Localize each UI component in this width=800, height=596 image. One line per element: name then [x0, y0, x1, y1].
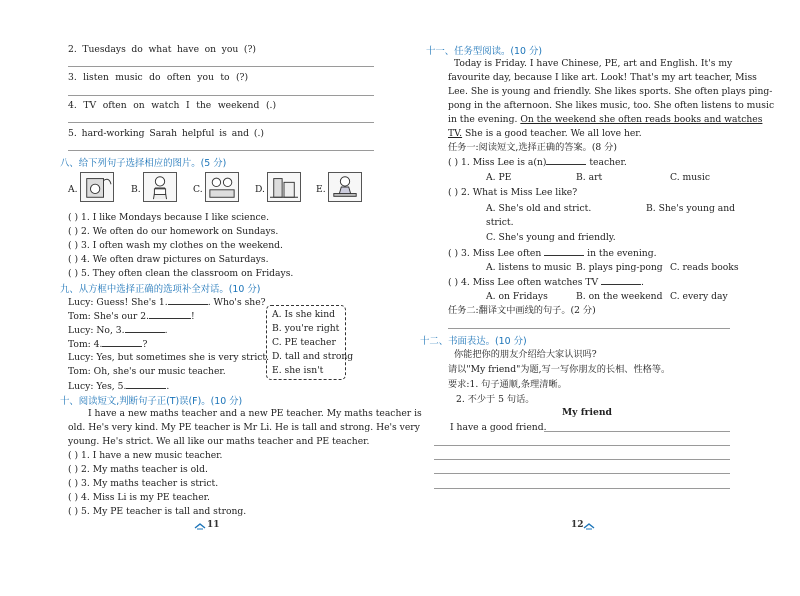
word: music	[115, 72, 143, 83]
word: on	[204, 44, 217, 55]
section-10-heading: 十、阅读短文,判断句子正(T)误(F)。(10 分)	[60, 396, 243, 407]
word: on	[133, 100, 145, 111]
writing-line[interactable]	[544, 431, 730, 432]
word: do	[149, 72, 161, 83]
dialogue-line-7	[68, 380, 169, 392]
question-text: ( ) 3. Miss Lee often	[448, 248, 542, 259]
section-11-heading: 十一、任务型阅读。(10 分)	[426, 46, 542, 57]
writing-prompt-2: 请以"My friend"为题,写一写你朋友的长相、性格等。	[448, 364, 671, 375]
word: have	[176, 44, 200, 55]
answer-line[interactable]	[68, 95, 374, 96]
underlined-sentence: On the weekend she often reads books and watches	[520, 114, 763, 125]
mc-question-1	[448, 156, 627, 168]
fill-blank[interactable]	[546, 156, 586, 165]
dialogue-line-5: Lucy: Yes, but sometimes she is very strict.	[68, 352, 270, 363]
word: often	[166, 72, 191, 83]
q2-option-c[interactable]: C. She's young and friendly.	[486, 232, 616, 243]
word: (?)	[235, 72, 249, 83]
q2-option-b-cont: strict.	[486, 217, 514, 228]
translation-line[interactable]	[448, 328, 730, 329]
q3-option-a[interactable]: A. listens to music	[486, 262, 572, 273]
tf-item-4: ( ) 4. Miss Li is my PE teacher.	[68, 492, 210, 503]
picture-label-e: E.	[316, 184, 326, 195]
picture-label-a: A.	[68, 184, 78, 195]
word: 2. Tuesdays	[68, 44, 126, 55]
word: is	[219, 128, 227, 139]
dialogue-text: !	[191, 311, 195, 322]
girl-reading-picture	[143, 172, 177, 202]
dialogue-text: Tom: She's our 2.	[68, 311, 150, 322]
dialogue-text: . Who's she?	[207, 297, 266, 308]
matching-item-4: ( ) 4. We often draw pictures on Saturdays.	[68, 254, 269, 265]
fill-blank[interactable]	[126, 380, 166, 389]
question-text: in the evening.	[587, 248, 657, 259]
essay-title: My friend	[562, 407, 612, 418]
option-d: D. tall and strong	[272, 351, 354, 362]
page-mark-icon	[194, 522, 206, 530]
dialogue-text: Lucy: Guess! She's 1.	[68, 297, 168, 308]
q1-option-b[interactable]: B. art	[576, 172, 603, 183]
mc-question-2: ( ) 2. What is Miss Lee like?	[448, 187, 578, 198]
word: (.)	[253, 128, 265, 139]
q2-option-b[interactable]: B. She's young and	[646, 203, 736, 214]
answer-line[interactable]	[68, 66, 374, 67]
matching-item-5: ( ) 5. They often clean the classroom on Fridays.	[68, 268, 294, 279]
dialogue-text: .	[164, 325, 168, 336]
tf-item-5: ( ) 5. My PE teacher is tall and strong.	[68, 506, 247, 517]
reorder-question-2	[68, 44, 256, 55]
word: helpful	[181, 128, 215, 139]
essay-start: I have a good friend.	[450, 422, 547, 433]
picture-label-d: D.	[255, 184, 265, 195]
question-text: .	[641, 277, 644, 288]
writing-requirement-2: 2. 不少于 5 句话。	[456, 394, 535, 405]
word: watch	[151, 100, 180, 111]
answer-line[interactable]	[68, 122, 374, 123]
dialogue-text: Tom: 4.	[68, 339, 103, 350]
option-b: B. you're right	[272, 323, 340, 334]
passage-line-1: I have a new maths teacher and a new PE teacher. My maths teacher is	[88, 408, 422, 419]
dialogue-line-1	[68, 296, 266, 308]
q3-option-c[interactable]: C. reads books	[670, 262, 739, 273]
picture-label-c: C.	[193, 184, 203, 195]
option-e: E. she isn't	[272, 365, 324, 376]
two-children-picture	[205, 172, 239, 202]
option-a: A. Is she kind	[272, 309, 336, 320]
word: the	[196, 100, 212, 111]
word: (.)	[265, 100, 277, 111]
word: (?)	[243, 44, 256, 55]
dialogue-line-3	[68, 324, 167, 336]
q1-option-c[interactable]: C. music	[670, 172, 710, 183]
tf-item-2: ( ) 2. My maths teacher is old.	[68, 464, 208, 475]
section-12-heading: 十二、书面表达。(10 分)	[420, 336, 527, 347]
matching-item-2: ( ) 2. We often do our homework on Sundays.	[68, 226, 279, 237]
matching-item-3: ( ) 3. I often wash my clothes on the weekend.	[68, 240, 283, 251]
writing-line[interactable]	[434, 459, 730, 460]
passage-line-2: old. He's very kind. My PE teacher is Mr Li. He is tall and strong. He's very	[68, 422, 420, 433]
question-text: ( ) 1. Miss Lee is a(n)	[448, 157, 547, 168]
writing-requirement-1: 要求:1. 句子通顺,条理清晰。	[448, 379, 567, 390]
dialogue-text: Lucy: No, 3.	[68, 325, 125, 336]
writing-line[interactable]	[434, 473, 730, 474]
reading-line-5	[448, 114, 762, 125]
page-number: 12	[571, 520, 584, 530]
q3-option-b[interactable]: B. plays ping-pong	[576, 262, 663, 273]
option-c: C. PE teacher	[272, 337, 336, 348]
dialogue-line-2	[68, 310, 195, 322]
question-text: teacher.	[589, 157, 627, 168]
answer-line[interactable]	[68, 150, 374, 151]
task-1-heading: 任务一:阅读短文,选择正确的答案。(8 分)	[448, 142, 617, 153]
word: 3. listen	[68, 72, 109, 83]
tf-item-1: ( ) 1. I have a new music teacher.	[68, 450, 223, 461]
word: Sarah	[149, 128, 177, 139]
writing-line[interactable]	[434, 445, 730, 446]
reorder-question-3	[68, 72, 248, 83]
q2-option-a[interactable]: A. She's old and strict.	[486, 203, 592, 214]
dialogue-line-6: Tom: Oh, she's our music teacher.	[68, 366, 226, 377]
q4-option-a[interactable]: A. on Fridays	[486, 291, 548, 302]
mc-question-3	[448, 247, 657, 259]
q4-option-b[interactable]: B. on the weekend	[576, 291, 663, 302]
mc-question-4	[448, 276, 644, 288]
reading-line-2: favourite day, because I like art. Look! That's my art teacher, Miss	[448, 72, 757, 83]
reorder-question-4	[68, 100, 276, 111]
fill-blank[interactable]	[102, 338, 142, 347]
word: do	[131, 44, 143, 55]
reading-line-4: pong in the afternoon. She likes music, too. She often listens to music	[448, 100, 775, 111]
writing-line[interactable]	[434, 488, 730, 489]
section-9-heading: 九、从方框中选择正确的选项补全对话。(10 分)	[60, 284, 261, 295]
word: and	[231, 128, 250, 139]
passage-text: She is a good teacher. We all love her.	[462, 128, 642, 139]
question-text: ( ) 4. Miss Lee often watches TV	[448, 277, 599, 288]
building-picture	[267, 172, 301, 202]
boy-at-desk-picture	[328, 172, 362, 202]
tf-item-3: ( ) 3. My maths teacher is strict.	[68, 478, 219, 489]
reorder-question-5	[68, 128, 264, 139]
word: 5. hard-working	[68, 128, 145, 139]
dialogue-text: .	[166, 381, 170, 392]
word: 4. TV	[68, 100, 97, 111]
word: often	[102, 100, 127, 111]
dialogue-text: Lucy: Yes, 5.	[68, 381, 127, 392]
word: you	[221, 44, 239, 55]
word: you	[197, 72, 214, 83]
dialogue-text: ?	[142, 339, 148, 350]
underlined-sentence: TV.	[448, 128, 463, 139]
writing-prompt-1: 你能把你的朋友介绍给大家认识吗?	[454, 349, 597, 360]
word: to	[220, 72, 230, 83]
page-mark-icon	[583, 522, 595, 530]
matching-item-1: ( ) 1. I like Mondays because I like science.	[68, 212, 270, 223]
fill-blank[interactable]	[125, 324, 165, 333]
picture-label-b: B.	[131, 184, 141, 195]
q4-option-c[interactable]: C. every day	[670, 291, 728, 302]
page-number: 11	[207, 520, 220, 530]
section-8-heading: 八、给下列句子选择相应的图片。(5 分)	[60, 158, 227, 169]
reading-line-6	[448, 128, 642, 139]
q1-option-a[interactable]: A. PE	[486, 172, 512, 183]
fill-blank[interactable]	[149, 310, 191, 319]
reading-line-1: Today is Friday. I have Chinese, PE, art and English. It's my	[454, 58, 733, 69]
fill-blank[interactable]	[168, 296, 208, 305]
dialogue-line-4	[68, 338, 147, 350]
word: I	[185, 100, 190, 111]
word: weekend	[217, 100, 260, 111]
passage-line-3: young. He's strict. We all like our maths teacher and PE teacher.	[68, 436, 370, 447]
fill-blank[interactable]	[544, 247, 584, 256]
washing-machine-picture	[80, 172, 114, 202]
reading-line-3: Lee. She is young and friendly. She likes sports. She often plays ping-	[448, 86, 773, 97]
passage-text: in the evening.	[448, 114, 521, 125]
fill-blank[interactable]	[601, 276, 641, 285]
word: what	[148, 44, 172, 55]
task-2-heading: 任务二:翻译文中画线的句子。(2 分)	[448, 305, 596, 316]
